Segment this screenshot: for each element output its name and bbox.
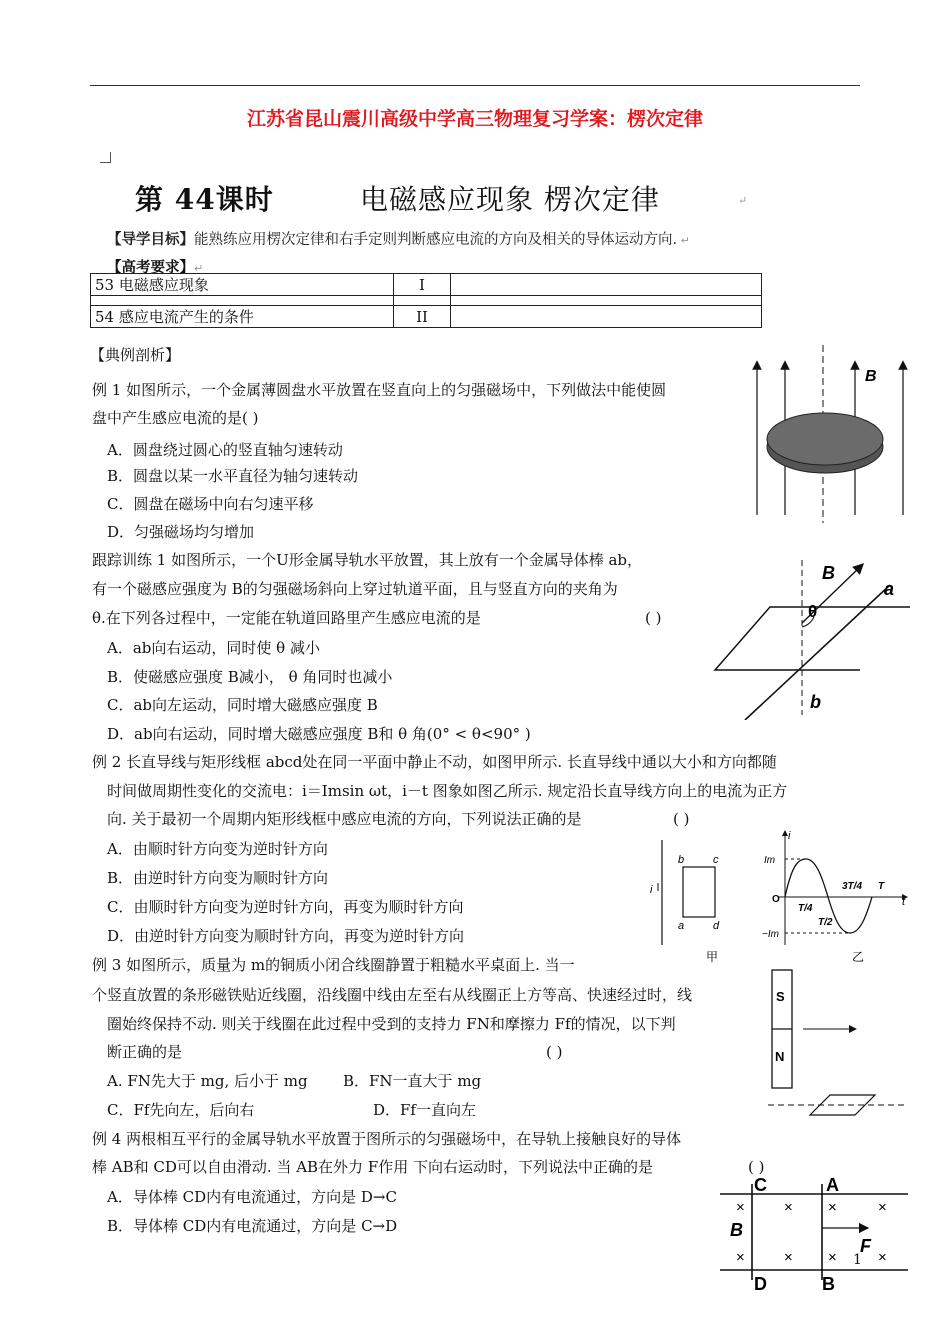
rod-end-b: b [810, 692, 821, 712]
tick-t: T [878, 881, 885, 892]
guide-label: 【导学目标】 [107, 232, 194, 248]
ex3-line-3: 圈始终保持不动. 则关于线圈在此过程中受到的支持力 FN和摩擦力 Ff的情况，以下判 [107, 1015, 676, 1033]
ex3-option-b: B．FN一直大于 mg [343, 1072, 482, 1090]
field-label: B [865, 368, 877, 385]
angle-label: θ [808, 602, 818, 621]
ex1-option-d: D．匀强磁场均匀增加 [107, 523, 255, 541]
page-number: 1 [853, 1252, 862, 1268]
corner-c: c [713, 854, 719, 866]
figure-caption: 乙 [852, 950, 865, 964]
rod-end-a: a [884, 579, 895, 599]
rail-figure [710, 555, 920, 720]
field-cross: × [828, 1199, 837, 1216]
ex2-option-b: B．由逆时针方向变为顺时针方向 [107, 869, 329, 887]
field-cross: × [736, 1199, 745, 1216]
ex2-option-d: D．由逆时针方向变为顺时针方向，再变为逆时针方向 [107, 927, 465, 945]
wire-and-frame-figure [648, 835, 728, 965]
tr1-line-2: 有一个磁感应强度为 B的匀强磁场斜向上穿过轨道平面，且与竖直方向的夹角为 [92, 580, 618, 598]
ex1-option-b: B．圆盘以某一水平直径为轴匀速转动 [107, 467, 359, 485]
ex3-answer-blank: ( ) [546, 1043, 563, 1061]
return-mark: ↵ [677, 234, 690, 247]
field-cross: × [784, 1199, 793, 1216]
lesson-number: 第 44课时 [135, 183, 274, 216]
tick-3t4: 3T/4 [842, 881, 863, 892]
ex4-option-b: B．导体棒 CD内有电流通过，方向是 C→D [107, 1217, 398, 1235]
table-row [91, 274, 762, 296]
origin-label: O [772, 894, 780, 905]
ex2-line-1: 例 2 长直导线与矩形线框 abcd处在同一平面中静止不动，如图甲所示. 长直导线中通以大小和方向都随 [92, 753, 777, 771]
table-row [91, 296, 762, 306]
ex3-line-1: 例 3 如图所示，质量为 m的铜质小闭合线圈静置于粗糙水平桌面上. 当一 [92, 956, 575, 974]
header-rule [90, 85, 860, 86]
corner-a: a [678, 920, 685, 932]
ex3-option-d: D．Ff一直向左 [373, 1101, 476, 1119]
corner-b: b [678, 854, 685, 866]
rod-label-a: A [826, 1175, 839, 1195]
field-cross: × [736, 1249, 745, 1266]
ex3-line-4: 断正确的是 [107, 1043, 183, 1061]
field-cross: × [828, 1249, 837, 1266]
x-axis-label: t [902, 896, 906, 908]
force-label: F [860, 1236, 871, 1256]
ex1-line-1: 例 1 如图所示，一个金属薄圆盘水平放置在竖直向上的匀强磁场中，下列做法中能使圆 [92, 381, 667, 399]
ex2-line-2: 时间做周期性变化的交流电：i＝Imsin ωt，i－t 图象如图乙所示. 规定沿长直导线方向上的电流为正方 [107, 782, 788, 800]
tr1-line-3: θ.在下列各过程中，一定能在轨道回路里产生感应电流的是 [92, 609, 481, 627]
req-item: 53 电磁感应现象 [91, 274, 394, 296]
tr1-option-c: C．ab向左运动，同时增大磁感应强度 B [107, 696, 378, 714]
figure-caption: 甲 [706, 950, 719, 964]
ex2-option-a: A．由顺时针方向变为逆时针方向 [107, 840, 328, 858]
magnet-north: N [775, 1049, 785, 1064]
ex4-line-1: 例 4 两根相互平行的金属导轨水平放置于图所示的匀强磁场中，在导轨上接触良好的导体 [92, 1130, 682, 1148]
exam-req-table [90, 273, 762, 328]
return-mark: ↵ [738, 194, 748, 207]
tr1-line-1: 跟踪训练 1 如图所示，一个U形金属导轨水平放置，其上放有一个金属导体棒 ab， [92, 551, 643, 569]
req-level: I [394, 274, 451, 296]
guide-line [107, 228, 690, 249]
ex1-option-c: C．圆盘在磁场中向右匀速平移 [107, 495, 314, 513]
field-cross: × [784, 1249, 793, 1266]
magnet-south: S [776, 989, 785, 1004]
lesson-topic: 电磁感应现象 楞次定律 [360, 183, 660, 216]
req-item: 54 感应电流产生的条件 [91, 306, 394, 328]
current-label: i [650, 884, 653, 896]
rod-label-c: C [754, 1175, 767, 1195]
page-title: 江苏省昆山震川高级中学高三物理复习学案：楞次定律 [246, 108, 703, 130]
exam-req-label: 【高考要求】↵ [107, 260, 204, 276]
field-cross: × [878, 1199, 887, 1216]
disc-in-field-figure [745, 345, 915, 525]
guide-text: 能熟练应用楞次定律和右手定则判断感应电流的方向及相关的导体运动方向. [194, 232, 678, 248]
tr1-option-b: B．使磁感应强度 B减小， θ 角同时也减小 [107, 668, 393, 686]
ex4-option-a: A．导体棒 CD内有电流通过，方向是 D→C [107, 1188, 397, 1206]
corner-d: d [713, 920, 720, 932]
tick-t2: T/2 [818, 917, 833, 928]
field-label: B [730, 1220, 743, 1240]
max-label: Im [764, 855, 776, 866]
parallel-rails-figure [718, 1172, 913, 1294]
ex1-option-a: A．圆盘绕过圆心的竖直轴匀速转动 [107, 441, 343, 459]
ex2-option-c: C．由顺时针方向变为逆时针方向，再变为顺时针方向 [107, 898, 464, 916]
field-cross: × [878, 1249, 887, 1266]
ex2-answer-blank: ( ) [673, 810, 690, 828]
tick-t4: T/4 [798, 903, 813, 914]
section-label: 【典例剖析】 [90, 346, 181, 364]
corner-mark [100, 152, 111, 163]
current-graph-figure [760, 825, 915, 970]
ex3-line-2: 个竖直放置的条形磁铁贴近线圈，沿线圈中线由左至右从线圈正上方等高、快速经过时，线 [92, 986, 693, 1004]
tr1-option-d: D．ab向右运动，同时增大磁感应强度 B和 θ 角(0° < θ<90° ) [107, 725, 531, 743]
ex1-line-2: 盘中产生感应电流的是( ) [92, 409, 259, 427]
ex3-option-c: C．Ff先向左，后向右 [107, 1101, 255, 1119]
tr1-answer-blank: ( ) [645, 609, 662, 627]
req-level: II [394, 306, 451, 328]
ex2-line-3: 向. 关于最初一个周期内矩形线框中感应电流的方向，下列说法正确的是 [107, 810, 582, 828]
rod-label-d: D [754, 1274, 767, 1294]
rod-label-b: B [822, 1274, 835, 1294]
y-axis-label: i [788, 830, 791, 842]
ex4-answer-blank: ( ) [748, 1158, 765, 1176]
tr1-option-a: A．ab向右运动，同时使 θ 减小 [107, 639, 320, 657]
field-label: B [822, 563, 835, 583]
table-row [91, 306, 762, 328]
magnet-and-coil-figure [765, 965, 915, 1125]
ex3-option-a: A. FN先大于 mg, 后小于 mg [107, 1072, 308, 1090]
min-label: −Im [762, 929, 779, 940]
ex4-line-2: 棒 AB和 CD可以自由滑动. 当 AB在外力 F作用 下向右运动时，下列说法中正确的是 [92, 1158, 654, 1176]
